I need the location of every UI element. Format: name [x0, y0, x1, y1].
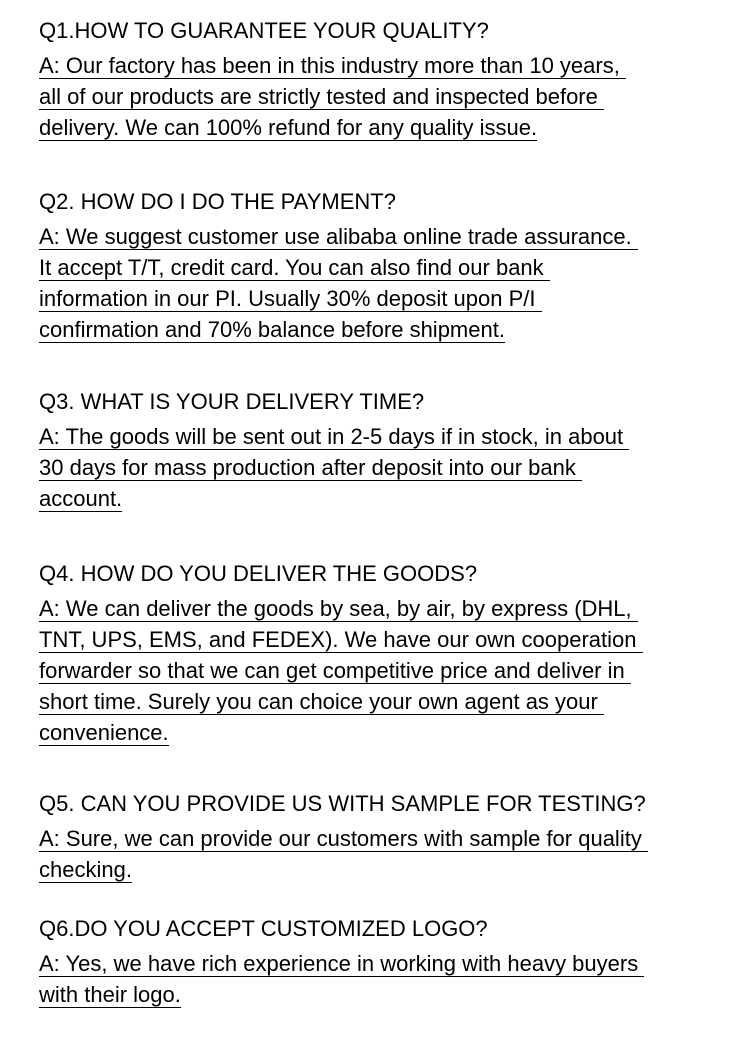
answer-line: 30 days for mass production after deposit into our bank — [39, 455, 582, 480]
faq-answer — [39, 425, 744, 512]
answer-line: with their logo. — [39, 982, 181, 1007]
faq-item-4 — [39, 562, 744, 752]
answer-line: delivery. We can 100% refund for any quality issue. — [39, 115, 538, 140]
answer-line: A: We can deliver the goods by sea, by air, by express (DHL, — [39, 596, 638, 621]
faq-item-1 — [39, 19, 744, 147]
faq-answer — [39, 225, 744, 343]
faq-item-3 — [39, 390, 744, 518]
answer-line: confirmation and 70% balance before shipment. — [39, 317, 505, 342]
faq-question: Q1.HOW TO GUARANTEE YOUR QUALITY? — [39, 18, 489, 43]
faq-item-6 — [39, 917, 744, 1014]
faq-item-5 — [39, 792, 744, 889]
faq-answer — [39, 952, 744, 1008]
answer-line: information in our PI. Usually 30% deposit upon P/I — [39, 286, 542, 311]
answer-line: A: Our factory has been in this industry more than 10 years, — [39, 53, 626, 78]
answer-line: checking. — [39, 857, 132, 882]
answer-line: A: The goods will be sent out in 2-5 days if in stock, in about — [39, 424, 630, 449]
faq-question: Q2. HOW DO I DO THE PAYMENT? — [39, 189, 396, 214]
answer-line: A: Sure, we can provide our customers with sample for quality — [39, 826, 648, 851]
answer-line: convenience. — [39, 720, 169, 745]
faq-answer — [39, 827, 744, 883]
faq-question: Q4. HOW DO YOU DELIVER THE GOODS? — [39, 561, 478, 586]
faq-answer — [39, 597, 744, 746]
faq-question: Q3. WHAT IS YOUR DELIVERY TIME? — [39, 389, 425, 414]
answer-line: account. — [39, 486, 123, 511]
answer-line: A: We suggest customer use alibaba online trade assurance. — [39, 224, 638, 249]
answer-line: forwarder so that we can get competitive price and deliver in — [39, 658, 631, 683]
faq-item-2 — [39, 190, 744, 349]
answer-line: short time. Surely you can choice your own agent as your — [39, 689, 604, 714]
answer-line: TNT, UPS, EMS, and FEDEX). We have our own cooperation — [39, 627, 643, 652]
answer-line: It accept T/T, credit card. You can also find our bank — [39, 255, 550, 280]
faq-question: Q5. CAN YOU PROVIDE US WITH SAMPLE FOR TESTING? — [39, 791, 646, 816]
faq-answer — [39, 54, 744, 141]
faq-question: Q6.DO YOU ACCEPT CUSTOMIZED LOGO? — [39, 916, 488, 941]
answer-line: all of our products are strictly tested and inspected before — [39, 84, 604, 109]
answer-line: A: Yes, we have rich experience in working with heavy buyers — [39, 951, 645, 976]
